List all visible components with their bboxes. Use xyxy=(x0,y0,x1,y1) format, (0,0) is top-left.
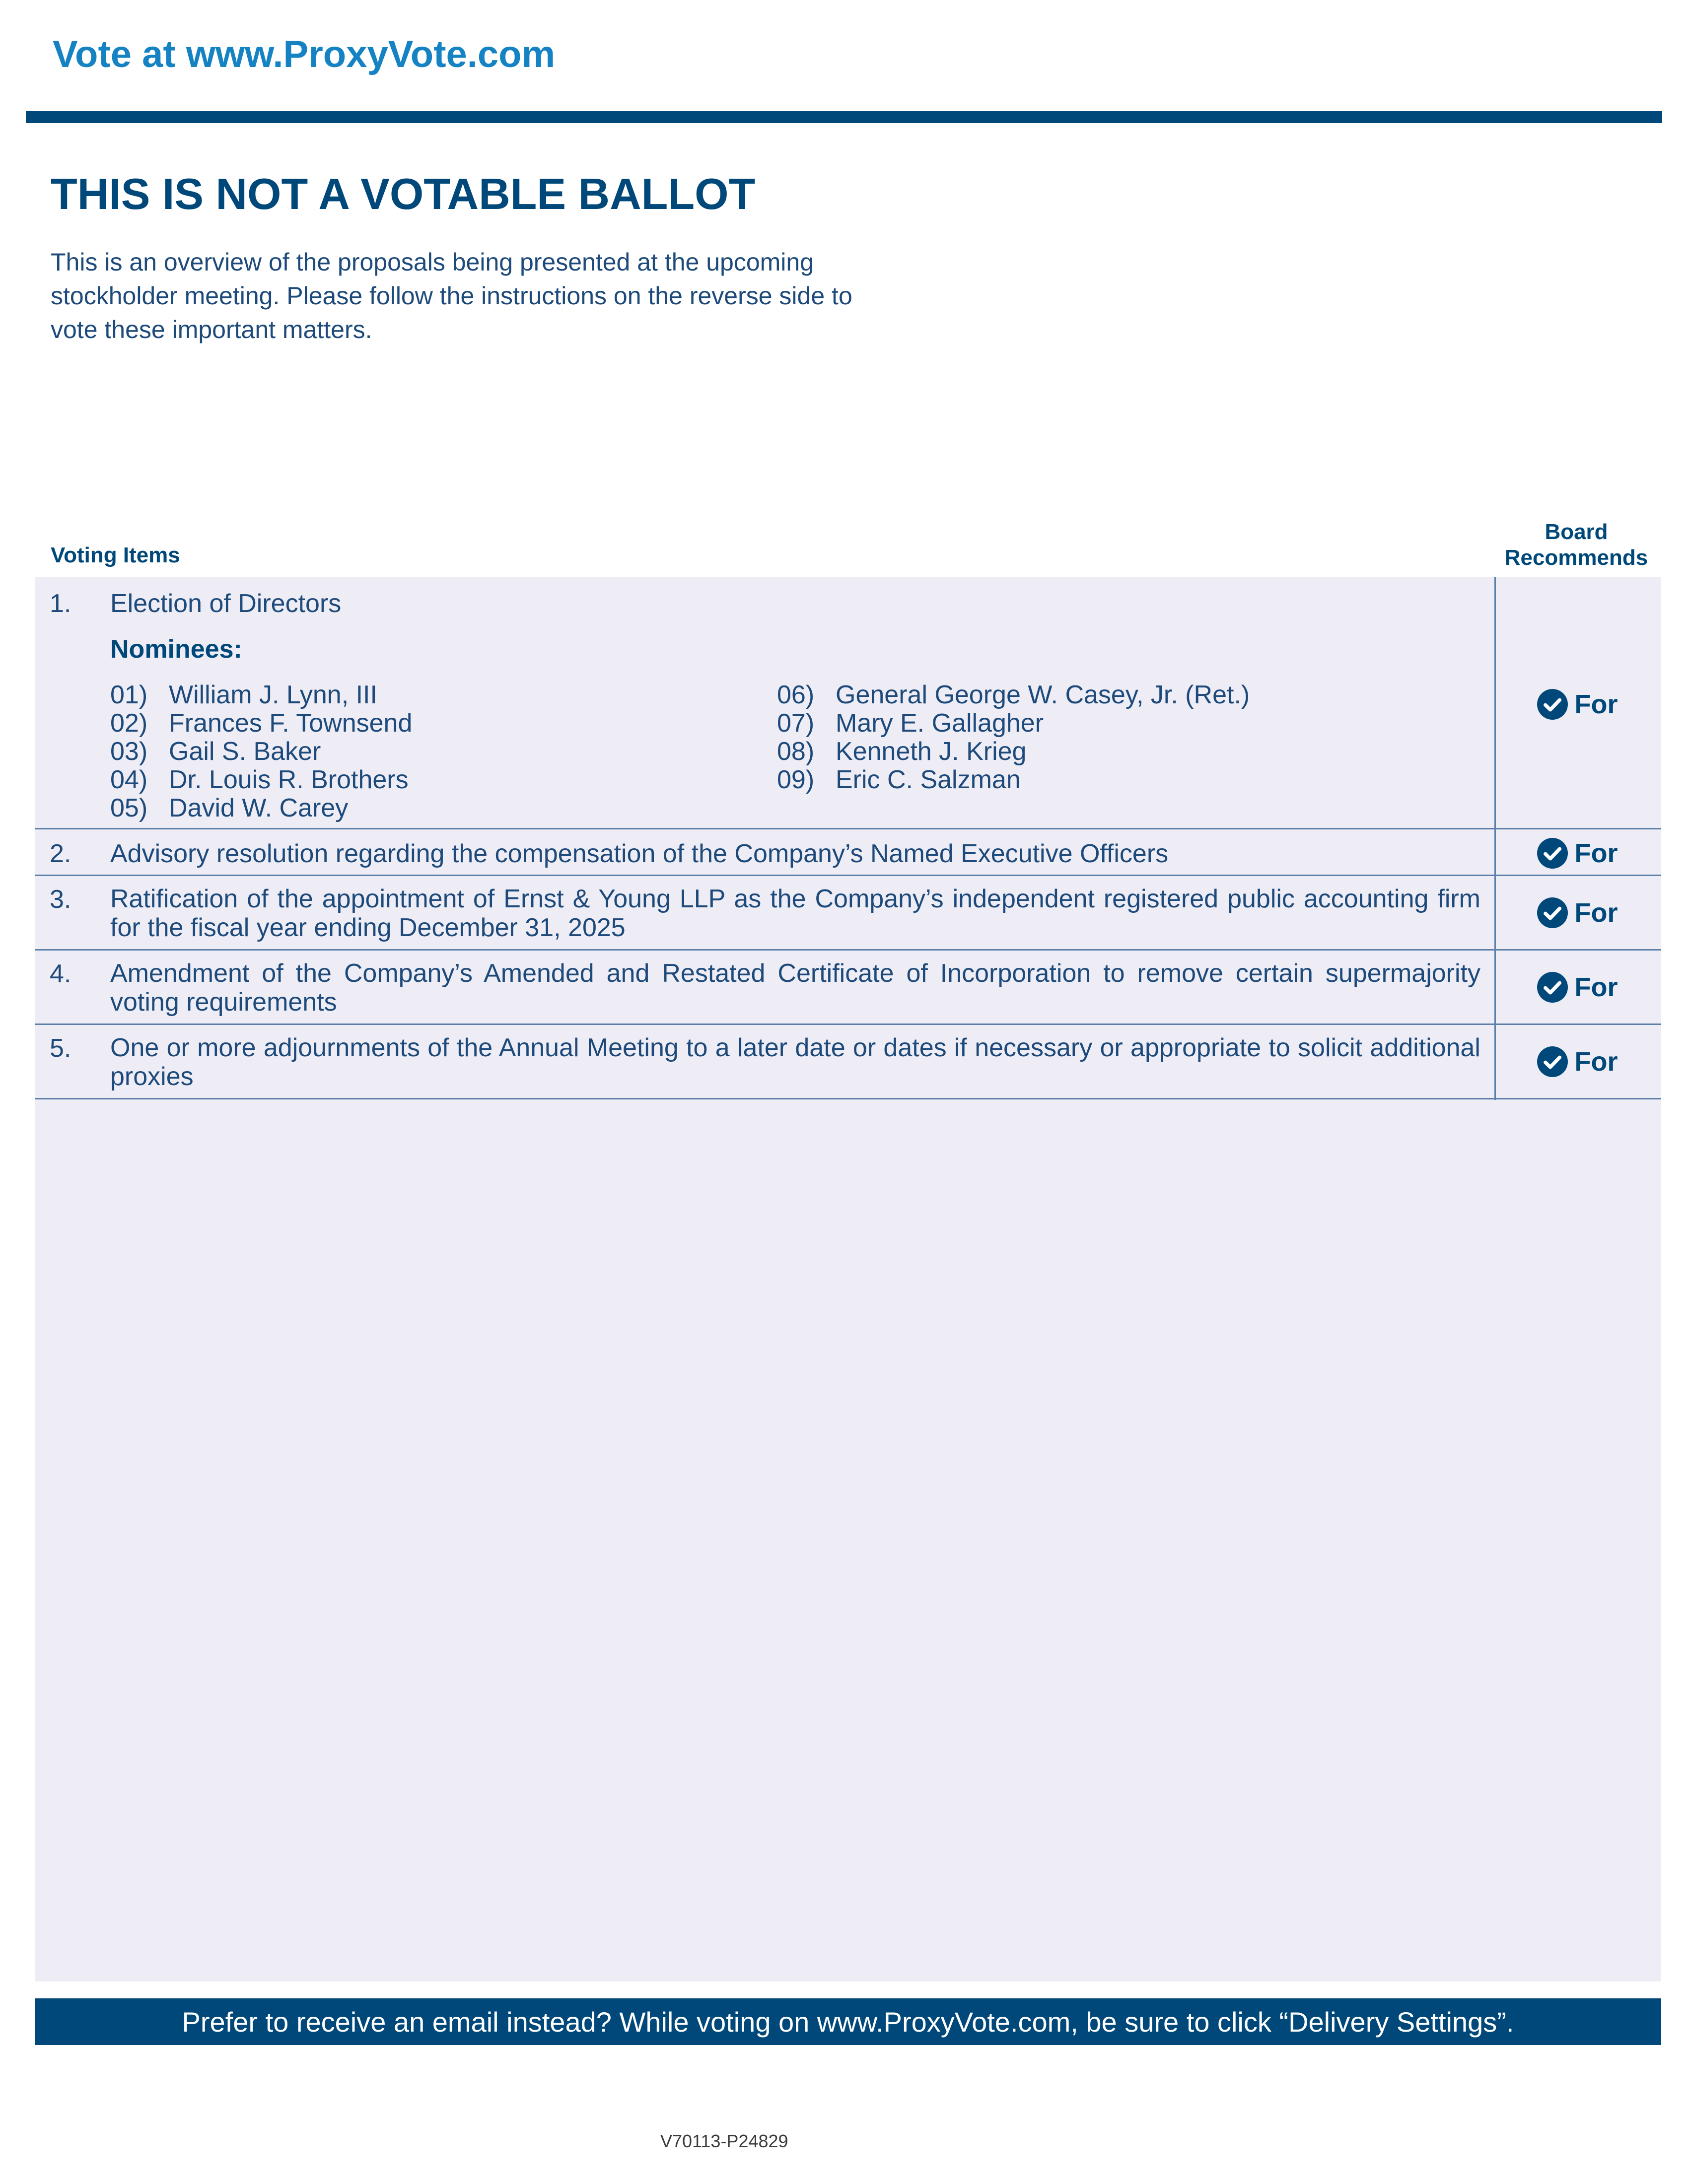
item-number: 5. xyxy=(50,1034,71,1063)
nominee-item xyxy=(110,766,412,794)
row-divider xyxy=(35,949,1661,951)
item-text: Election of Directors xyxy=(110,589,342,618)
recommendation-label: For xyxy=(1574,898,1618,928)
email-notice-bar xyxy=(35,1998,1661,2045)
recommendation-label: For xyxy=(1574,689,1618,719)
nominee-number: 04) xyxy=(110,765,148,794)
nominee-name: William J. Lynn, III xyxy=(169,681,377,709)
row-divider xyxy=(35,875,1661,876)
nominee-item xyxy=(777,709,1250,738)
nominee-item xyxy=(110,709,412,738)
nominee-item xyxy=(777,738,1250,766)
item-number: 1. xyxy=(50,589,71,618)
nominee-name: Mary E. Gallagher xyxy=(836,709,1044,738)
recommendation-for xyxy=(1500,688,1654,721)
nominee-name: Frances F. Townsend xyxy=(169,709,413,738)
nominees-column-left xyxy=(110,681,412,822)
recommendation-label: For xyxy=(1574,972,1618,1002)
nominee-item xyxy=(110,738,412,766)
nominee-name: Kenneth J. Krieg xyxy=(836,737,1027,766)
check-circle-icon xyxy=(1537,689,1568,720)
header-rule xyxy=(26,111,1662,123)
recommendation-label: For xyxy=(1574,838,1618,868)
nominee-number: 01) xyxy=(110,681,148,709)
item-number: 2. xyxy=(50,839,71,868)
item-number: 4. xyxy=(50,959,71,988)
board-recommends-header xyxy=(1494,519,1658,571)
nominee-name: Eric C. Salzman xyxy=(836,765,1021,794)
column-divider xyxy=(1494,577,1496,1100)
item-text: Ratification of the appointment of Ernst & Young LLP as the Company’s independent registered public accounting firm for the fiscal year ending December 31, 2025 xyxy=(110,885,1480,942)
item-text: Advisory resolution regarding the compensation of the Company’s Named Executive Officers xyxy=(110,839,1169,868)
recommendation-for xyxy=(1500,1044,1654,1079)
proxyvote-link[interactable]: Vote at www.ProxyVote.com xyxy=(53,33,556,75)
item-text: One or more adjournments of the Annual Meeting to a later date or dates if necessary or appropriate to solicit additional proxies xyxy=(110,1033,1480,1091)
intro-text: This is an overview of the proposals being presented at the upcoming stockholder meeting. Please follow the instructions on the reverse side to vote these important matters. xyxy=(51,248,852,343)
nominee-item xyxy=(777,681,1250,709)
nominee-number: 07) xyxy=(777,709,815,738)
check-circle-icon xyxy=(1537,897,1568,928)
nominee-item xyxy=(777,766,1250,794)
nominee-name: Gail S. Baker xyxy=(169,737,321,766)
nominee-name: Dr. Louis R. Brothers xyxy=(169,765,409,794)
item-number: 3. xyxy=(50,885,71,914)
nominee-number: 09) xyxy=(777,765,815,794)
nominee-number: 08) xyxy=(777,737,815,766)
nominees-label: Nominees: xyxy=(110,635,242,664)
nominee-number: 06) xyxy=(777,681,815,709)
row-divider xyxy=(35,1098,1661,1099)
recommendation-for xyxy=(1500,895,1654,930)
nominee-item xyxy=(110,681,412,709)
nominee-number: 02) xyxy=(110,709,148,738)
nominee-item xyxy=(110,794,412,822)
nominee-name: David W. Carey xyxy=(169,794,349,822)
page-title: THIS IS NOT A VOTABLE BALLOT xyxy=(51,169,756,218)
row-divider xyxy=(35,1024,1661,1025)
item-text: Amendment of the Company’s Amended and Restated Certificate of Incorporation to remove certain supermajority voting requirements xyxy=(110,959,1480,1017)
nominee-name: General George W. Casey, Jr. (Ret.) xyxy=(836,681,1250,709)
nominee-number: 03) xyxy=(110,737,148,766)
document-code: V70113-P24829 xyxy=(660,2131,788,2151)
email-notice-text: Prefer to receive an email instead? While voting on www.ProxyVote.com, be sure to click “Delivery Settings”. xyxy=(182,2006,1514,2038)
check-circle-icon xyxy=(1537,838,1568,869)
nominees-column-right xyxy=(777,681,1250,794)
board-header-line1: Board xyxy=(1545,520,1608,544)
nominee-number: 05) xyxy=(110,794,148,822)
check-circle-icon xyxy=(1537,972,1568,1003)
recommendation-for xyxy=(1500,836,1654,871)
check-circle-icon xyxy=(1537,1046,1568,1077)
row-divider xyxy=(35,828,1661,829)
recommendation-label: For xyxy=(1574,1047,1618,1077)
board-header-line2: Recommends xyxy=(1504,546,1648,570)
recommendation-for xyxy=(1500,970,1654,1005)
voting-items-header: Voting Items xyxy=(51,543,180,567)
